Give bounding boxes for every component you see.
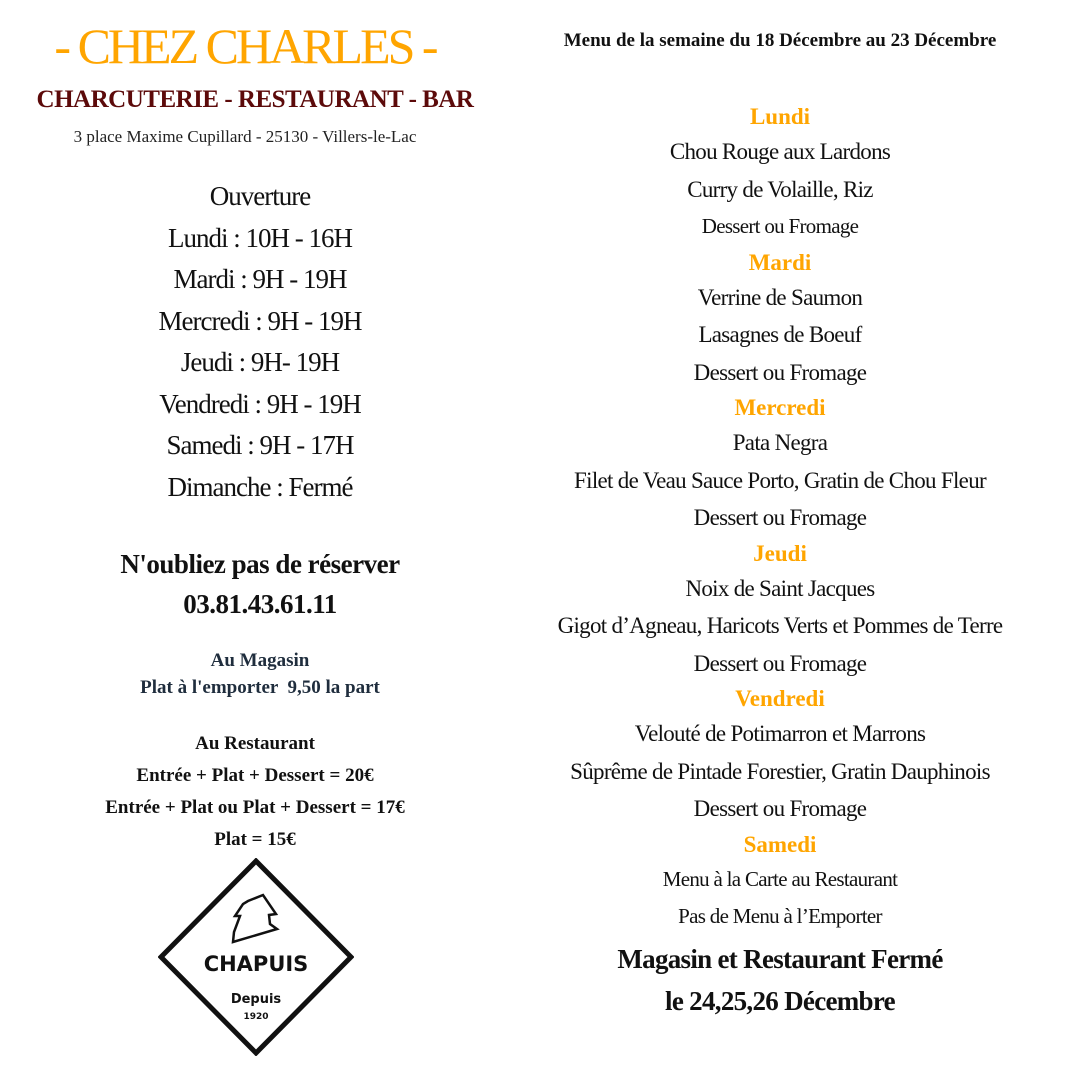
dish-starter: Velouté de Potimarron et Marrons (634, 721, 926, 746)
hours-line-tuesday: Mardi : 9H - 19H (173, 264, 347, 294)
menu-day-wednesday (500, 391, 1060, 537)
dish-note-restaurant: Menu à la Carte au Restaurant (662, 866, 898, 891)
menu-day-thursday (500, 537, 1060, 683)
price-line-main-only: Plat = 15€ (214, 829, 296, 850)
day-label: Samedi (743, 831, 817, 857)
hours-line-thursday: Jeudi : 9H- 19H (180, 347, 340, 377)
dish-dessert: Dessert ou Fromage (693, 359, 867, 385)
dish-dessert: Dessert ou Fromage (693, 650, 867, 676)
price-line-two-courses: Entrée + Plat ou Plat + Dessert = 17€ (105, 797, 405, 818)
day-label: Mardi (748, 249, 812, 275)
reservation-block (50, 544, 470, 624)
hours-line-wednesday: Mercredi : 9H - 19H (158, 305, 362, 336)
dish-dessert: Dessert ou Fromage (693, 796, 867, 821)
dish-main: Curry de Volaille, Riz (687, 176, 873, 202)
restaurant-tagline: CHARCUTERIE - RESTAURANT - BAR (36, 86, 474, 113)
menu-day-saturday (500, 828, 1060, 936)
closure-notice-line-1: Magasin et Restaurant Fermé (617, 943, 943, 974)
menu-day-tuesday (500, 246, 1060, 392)
dish-starter: Pata Negra (732, 430, 828, 455)
dish-dessert: Dessert ou Fromage (693, 505, 867, 530)
restaurant-address: 3 place Maxime Cupillard - 25130 - Villers-le-Lac (73, 127, 417, 146)
day-label: Lundi (749, 104, 811, 129)
logo-brand-text: CHAPUIS (203, 952, 309, 976)
dish-starter: Chou Rouge aux Lardons (669, 139, 891, 164)
closure-notice (500, 938, 1060, 1022)
menu-day-friday (500, 682, 1060, 828)
day-label: Jeudi (753, 540, 807, 566)
reservation-text: N'oubliez pas de réserver (120, 549, 400, 579)
logo-year-text: 1920 (243, 1012, 269, 1022)
closure-notice-line-2: le 24,25,26 Décembre (665, 985, 895, 1016)
dish-main: Sûprême de Pintade Forestier, Gratin Dauphinois (570, 758, 990, 784)
hours-line-friday: Vendredi : 9H - 19H (159, 388, 361, 419)
menu-day-monday (500, 100, 1060, 246)
dish-main: Filet de Veau Sauce Porto, Gratin de Chou Fleur (574, 467, 986, 493)
chapuis-logo (158, 858, 354, 1056)
opening-hours-heading: Ouverture (209, 181, 311, 211)
hours-line-sunday: Dimanche : Fermé (167, 471, 353, 502)
dish-starter: Noix de Saint Jacques (685, 575, 875, 601)
takeaway-price: Plat à l'emporter 9,50 la part (140, 677, 380, 698)
restaurant-heading: Au Restaurant (195, 733, 315, 754)
day-label: Mercredi (734, 395, 826, 420)
price-line-full-menu: Entrée + Plat + Dessert = 20€ (136, 765, 374, 786)
phone-number: 03.81.43.61.11 (183, 589, 337, 619)
dish-note-takeaway: Pas de Menu à l’Emporter (678, 904, 882, 928)
dish-dessert: Dessert ou Fromage (701, 214, 859, 238)
weekly-menu (500, 100, 1060, 1022)
hours-line-monday: Lundi : 10H - 16H (168, 222, 352, 253)
opening-hours (60, 176, 460, 508)
dish-main: Gigot d’Agneau, Haricots Verts et Pommes de Terre (557, 613, 1003, 638)
day-label: Vendredi (735, 686, 825, 711)
shop-heading: Au Magasin (210, 650, 310, 671)
hours-line-saturday: Samedi : 9H - 17H (166, 430, 354, 460)
shop-block (50, 647, 470, 701)
restaurant-pricing-block (30, 728, 480, 856)
weekly-menu-header: Menu de la semaine du 18 Décembre au 23 Décembre (563, 30, 997, 51)
restaurant-name: - CHEZ CHARLES - (54, 18, 436, 74)
logo-tagline-text: Depuis (230, 992, 282, 1007)
dish-starter: Verrine de Saumon (697, 284, 863, 310)
dish-main: Lasagnes de Boeuf (698, 322, 862, 347)
